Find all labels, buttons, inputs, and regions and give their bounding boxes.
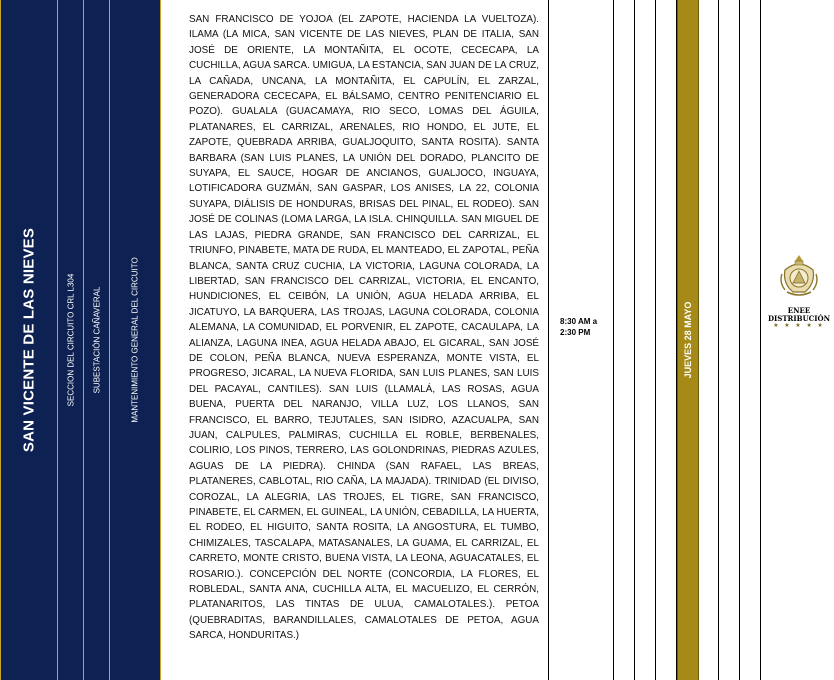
sector-name: SAN VICENTE DE LAS NIEVES (20, 227, 38, 453)
time-end: 2:30 PM (560, 328, 591, 337)
substation-name: SUBESTACIÓN CAÑAVERAL (92, 286, 101, 394)
table-divider (760, 0, 761, 680)
outage-time (560, 316, 610, 338)
time-start: 8:30 AM a (560, 317, 598, 326)
circuit-column (57, 0, 83, 680)
work-column (109, 0, 161, 680)
affected-areas-text: SAN FRANCISCO DE YOJOA (EL ZAPOTE, HACIENDA LA VUELTOZA). ILAMA (LA MICA, SAN VICENTE DE LAS NIEVES, PLAN DE ITALIA, SAN JOSÉ DE ORIENTE, LA MONTAÑITA, EL OCOTE, CECECAPA, LA CUCHILLA, AGUA SARCA. UMIGUA, LA ESTANCIA, SAN JUAN DE LA CRUZ, LA CAÑADA, UNCANA, LA MONTAÑITA, EL CAPULÍN, EL ZARZAL, GENERADORA CECECAPA, EL BÁLSAMO, CENTRO PENITENCIARIO EL POZO). GUALALA (GUACAMAYA, RIO SECO, LOMAS DEL ÁGUILA, PLATANARES, EL CARRIZAL, ARENALES, RIO HONDO, EL JUTE, EL ZAPOTE, QUEBRADA ARRIBA, GUALJOQUITO, SANTA ROSITA). SANTA BARBARA (SAN LUIS PLANES, LA UNIÓN DEL DORADO, PLANCITO DE SUYAPA, EL SAUCE, HOGAR DE ANCIANOS, GUALJOCO, INGUAYA, LOTIFICADORA GUZMÁN, SAN GASPAR, LOS ANISES, LA 22, COLONIA SUYAPA, DIÁLISIS DE HONDURAS, BRISAS DEL PINAL, EL RODEO). SAN JOSÉ DE COLINAS (LOMA LARGA, LA ISLA. CHINQUILLA. SAN MIGUEL DE LAS LAJAS, PIEDRA GRANDE, SAN FRANCISCO DEL CARRIZAL, EL TRIUNFO, PINABETE, MATA DE RUDA, EL MANTEADO, EL ZAPOTAL, PEÑA BLANCA, SANTA CRUZ CUCHIA, LA VICTORIA, LAGUNA COLORADA, LA LIBERTAD, SAN FRANCISCO DEL CARRIZAL, VICTORIA, EL ENCANTO, HUNDICIONES, EL CEIBÓN, LA UNIÓN, AGUA HELADA ARRIBA, EL JICATUYO, LA BARQUERA, LAS TROJAS, LAGUNA COLORADA, COLONIA ALEMANA, LA COMUNIDAD, EL PORVENIR, EL ZAPOTE, CACAULAPA, LA ALIANZA, LAGUNA INEA, AGUA HELADA ABAJO, EL GICARAL, SAN JOSÉ DE COLON, PEÑA BLANCA, NUEVA ESPERANZA, MONTE VISTA, EL PROGRESO, JICARAL, LA NUEVA FLORIDA, SAN LUIS PLANES, SAN LUIS DEL PACAYAL, CANTILES). SAN LUIS (LLAMALÁ, LAS ROSAS, AGUA BUENA, PUERTA DEL NARANJO, VILLA LUZ, LOS LLANOS, SAN FRANCISCO, EL BARRO, TEJUTALES, SAN ISIDRO, AZACUALPA, SAN JUAN, CALPULES, PALMIRAS, CUCHILLA EL ROBLE, BERBENALES, COLIRIO, LOS PINOS, TERRERO, LAS GOLONDRINAS, PIEDRAS AZULES, AGUAS DE LA PIEDRA). CHINDA (SAN RAFAEL, LAS BREAS, PLATANERES, CABLOTAL, RIO CAÑA, LA MAJADA). TRINIDAD (EL DIVISO, COROZAL, LA ALEGRIA, LAS TROJES, EL TIGRE, SAN FRANCISCO, PINABETE, EL CARMEN, EL GUINEAL, LA UNIÓN, CEBADILLA, LA HUERTA, EL RODEO, EL HIGUITO, SANTA ROSITA, LA ANGOSTURA, EL TUMBO, CHIMIZALES, TASCALAPA, MATASANALES, LA GUAMA, EL CARRIZAL, EL CARRETO, MONTE CRISTO, BUENA VISTA, LA LEONA, AGUACATALES, EL ROSARIO.). CONCEPCIÓN DEL NORTE (CONCORDIA, LA FLORES, EL ROBLEDAL, SANTA ANA, CUCHILLA ALTA, EL MACUELIZO, EL CERRÓN, PLATANARITOS, LAS TINTAS DE ULUA, CAMALOTALES.). PETOA (QUEBRADITAS, BARANDILLALES, CAMALOTALES DE PETOA, AGUA SARCA, HONDURITAS.) (189, 14, 539, 642)
table-divider (655, 0, 656, 680)
table-divider (613, 0, 614, 680)
logo-line-1: ENEE (787, 306, 811, 315)
table-divider (548, 0, 549, 680)
table-divider (739, 0, 740, 680)
enee-logo (765, 252, 833, 330)
outage-date: JUEVES 28 MAYO (683, 301, 693, 379)
substation-column (83, 0, 109, 680)
coat-of-arms-icon (779, 252, 819, 302)
table-divider (634, 0, 635, 680)
work-type: MANTENIMIENTO GENERAL DEL CIRCUITO (130, 257, 140, 423)
logo-stars: ★ ★ ★ ★ ★ (773, 323, 825, 329)
sector-column (0, 0, 57, 680)
logo-line-2: DISTRIBUCIÓN (767, 314, 831, 323)
circuit-section: SECCION DEL CIRCUITO CRL L304 (66, 273, 75, 407)
table-divider (718, 0, 719, 680)
date-column (677, 0, 699, 680)
